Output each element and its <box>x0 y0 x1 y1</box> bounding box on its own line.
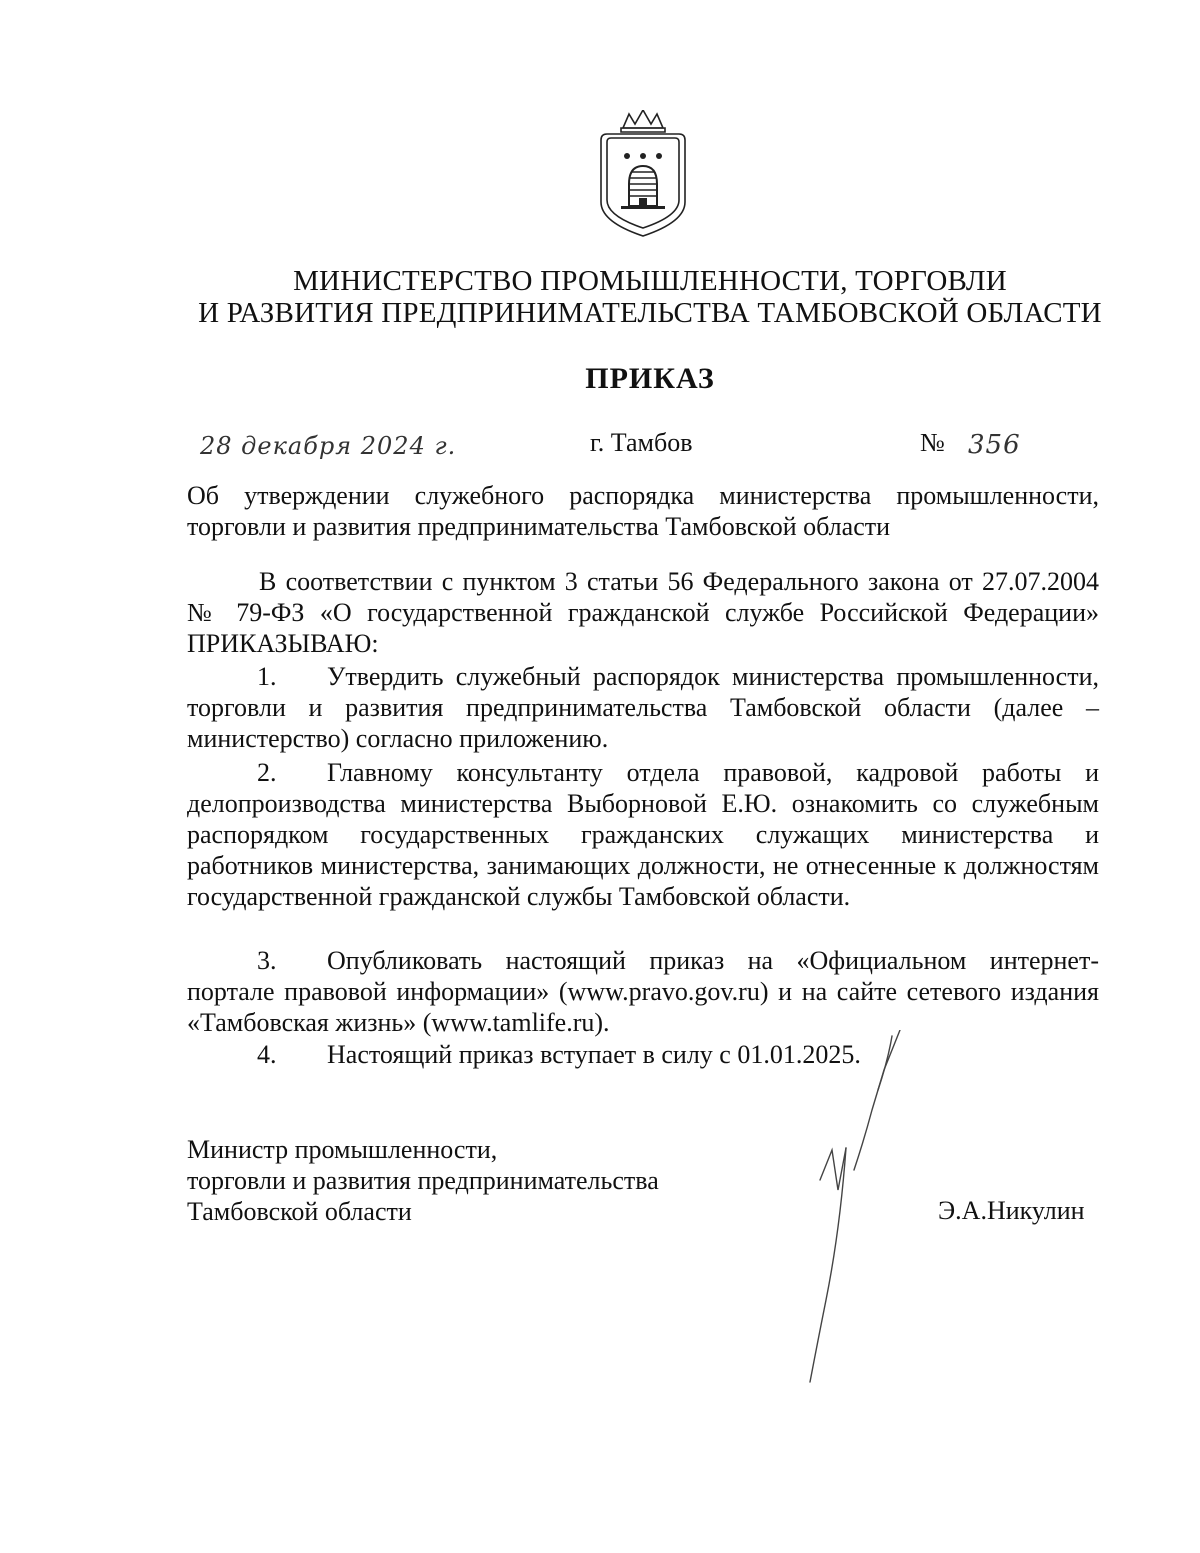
list-item-text: Опубликовать настоящий приказ на «Официальном интернет-портале правовой информации» (www.pravo.gov.ru) и на сайте сетевого издания «Тамбовская жизнь» (www.tamlife.ru). <box>187 946 1099 1037</box>
list-item-number: 4. <box>257 1040 277 1069</box>
handwritten-signature <box>780 1030 910 1390</box>
signatory-position <box>187 1134 659 1227</box>
list-item-text: Настоящий приказ вступает в силу с 01.01.2025. <box>327 1040 861 1069</box>
list-item-number: 1. <box>257 662 277 691</box>
handwritten-date: 28 декабря 2024 г. <box>200 432 457 460</box>
signatory-name: Э.А.Никулин <box>938 1196 1085 1225</box>
list-item-number: 3. <box>257 946 277 975</box>
list-item-text: Утвердить служебный распорядок министерства промышленности, торговли и развития предпринимательства Тамбовской области (далее –министерство) согласно приложению. <box>187 662 1099 753</box>
number-label: № <box>920 428 945 457</box>
preamble: В соответствии с пунктом 3 статьи 56 Федерального закона от 27.07.2004 № 79-ФЗ «О государственной гражданской службе Российской Федерации» ПРИКАЗЫВАЮ: <box>187 567 1099 658</box>
signatory-position-line: Тамбовской области <box>187 1197 412 1226</box>
coat-of-arms-emblem <box>593 110 693 238</box>
city: г. Тамбов <box>590 428 693 457</box>
handwritten-number: 356 <box>968 430 1021 460</box>
list-item-3 <box>187 945 1099 1038</box>
list-item-number: 2. <box>257 758 277 787</box>
list-item-1 <box>187 661 1099 754</box>
list-item-text: Главному консультанту отдела правовой, кадровой работы и делопроизводства министерства Выборновой Е.Ю. ознакомить со служебным распорядком государственных гражданских служащих министерства и работников министерства, занимающих должности, не отнесенные к должностям государственной гражданской службы Тамбовской области. <box>187 758 1099 911</box>
document-subject: Об утверждении служебного распорядка министерства промышленности, торговли и развития предпринимательства Тамбовской области <box>187 481 1099 541</box>
ministry-name-line-1: МИНИСТЕРСТВО ПРОМЫШЛЕННОСТИ, ТОРГОВЛИ <box>293 265 1007 297</box>
list-item-2 <box>187 757 1099 912</box>
list-item-4 <box>187 1039 1099 1070</box>
signatory-position-line: торговли и развития предпринимательства <box>187 1166 659 1195</box>
document-title: ПРИКАЗ <box>585 362 715 395</box>
signatory-position-line: Министр промышленности, <box>187 1135 498 1164</box>
ministry-name-line-2: И РАЗВИТИЯ ПРЕДПРИНИМАТЕЛЬСТВА ТАМБОВСКОЙ ОБЛАСТИ <box>198 297 1102 329</box>
